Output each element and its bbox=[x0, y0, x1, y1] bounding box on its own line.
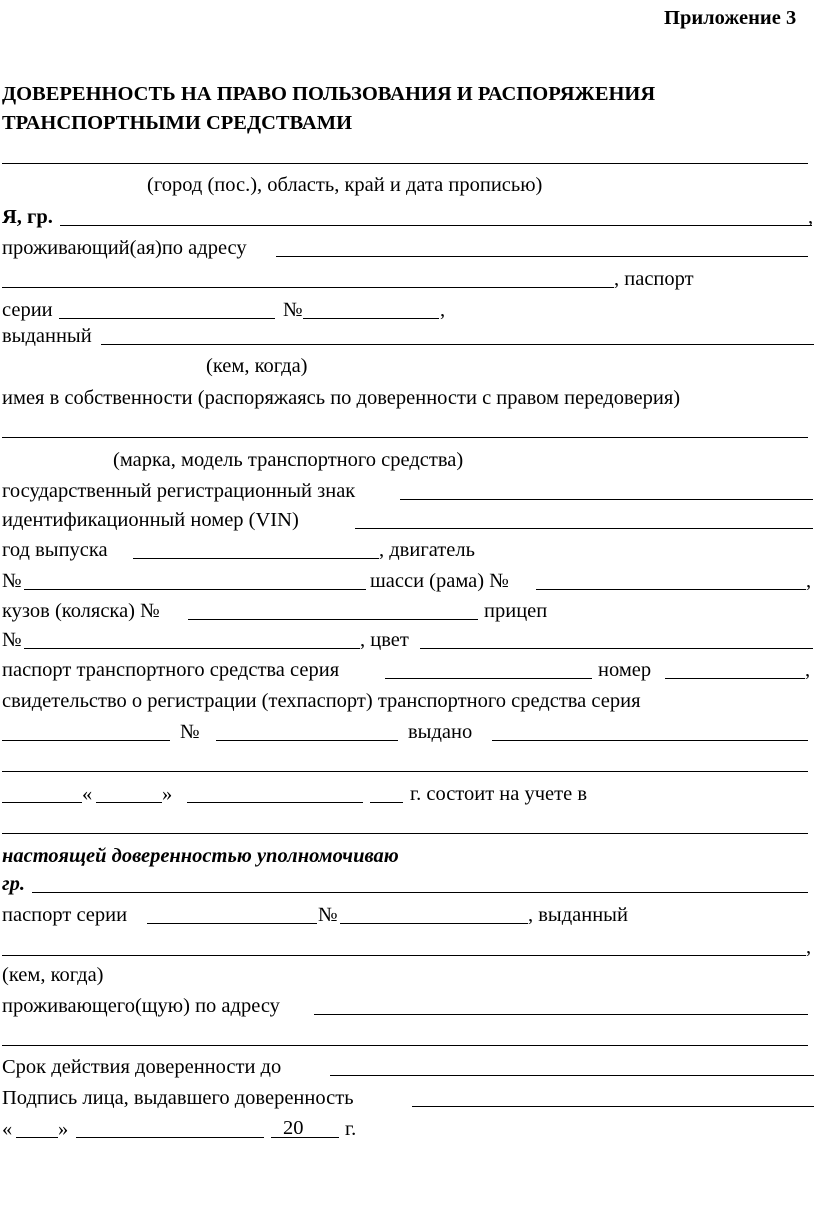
year-label: год выпуска bbox=[2, 539, 108, 561]
color-field[interactable] bbox=[420, 648, 813, 649]
registered-label: г. состоит на учете в bbox=[410, 783, 588, 805]
body-field[interactable] bbox=[188, 619, 478, 620]
date-quote-close: » bbox=[58, 1118, 69, 1140]
chassis-label: шасси (рама) № bbox=[370, 570, 509, 592]
attorney-label: гр. bbox=[2, 873, 25, 895]
date-day-field[interactable] bbox=[16, 1137, 58, 1138]
grantor-label: Я, гр. bbox=[2, 206, 53, 228]
engine-number-label: № bbox=[2, 570, 22, 592]
attorney-address-field-2[interactable] bbox=[2, 1045, 808, 1046]
year-short-field[interactable] bbox=[370, 802, 403, 803]
quote-close: » bbox=[162, 783, 173, 805]
attorney-issued-field[interactable] bbox=[2, 955, 806, 956]
attorney-address-field[interactable] bbox=[314, 1014, 808, 1015]
engine-label: , двигатель bbox=[379, 539, 475, 561]
body-label: кузов (коляска) № bbox=[2, 600, 160, 622]
vehicle-model-caption: (марка, модель транспортного средства) bbox=[113, 449, 464, 471]
signature-field[interactable] bbox=[412, 1106, 814, 1107]
attorney-passport-number-field[interactable] bbox=[340, 923, 528, 924]
address-field[interactable] bbox=[276, 256, 808, 257]
appendix-label: Приложение 3 bbox=[664, 7, 797, 29]
quote-open: « bbox=[82, 783, 93, 805]
attorney-passport-series-field[interactable] bbox=[147, 923, 317, 924]
issued-by-field[interactable] bbox=[492, 740, 808, 741]
pts-series-field[interactable] bbox=[385, 678, 592, 679]
chassis-field[interactable] bbox=[536, 589, 806, 590]
signature-label: Подпись лица, выдавшего доверенность bbox=[2, 1087, 354, 1109]
vehicle-model-field[interactable] bbox=[2, 437, 808, 438]
attorney-address-label: проживающего(щую) по адресу bbox=[2, 995, 280, 1017]
day-field[interactable] bbox=[2, 802, 82, 803]
trailer-number-field[interactable] bbox=[24, 648, 360, 649]
vin-label: идентификационный номер (VIN) bbox=[2, 509, 299, 531]
grantor-name-field[interactable] bbox=[60, 225, 812, 226]
comma: , bbox=[808, 206, 814, 228]
passport-series-field[interactable] bbox=[59, 318, 275, 319]
date-quote-open: « bbox=[2, 1118, 13, 1140]
attorney-passport-label: паспорт серии bbox=[2, 904, 128, 926]
passport-label: , паспорт bbox=[614, 268, 694, 290]
attorney-issued-label: , выданный bbox=[528, 904, 628, 926]
reg-cert-label: свидетельство о регистрации (техпаспорт) транспортного средства серия bbox=[2, 690, 641, 712]
reg-cert-series-field[interactable] bbox=[2, 740, 170, 741]
passport-number-label: № bbox=[283, 299, 303, 321]
document-title-line-2: ТРАНСПОРТНЫМИ СРЕДСТВАМИ bbox=[2, 112, 353, 134]
pts-number-label: номер bbox=[598, 659, 652, 681]
color-label: , цвет bbox=[360, 629, 409, 651]
reg-cert-number-label: № bbox=[180, 721, 200, 743]
date-month-field[interactable] bbox=[76, 1137, 264, 1138]
authorize-label: настоящей доверенностью уполномочиваю bbox=[2, 845, 399, 867]
issued-by-field-2[interactable] bbox=[2, 771, 808, 772]
comma: , bbox=[805, 659, 811, 681]
passport-series-label: серии bbox=[2, 299, 53, 321]
attorney-name-field[interactable] bbox=[32, 892, 808, 893]
reg-cert-number-field[interactable] bbox=[216, 740, 398, 741]
address-field-2[interactable] bbox=[2, 287, 614, 288]
registered-at-field[interactable] bbox=[2, 833, 808, 834]
passport-number-field[interactable] bbox=[303, 318, 439, 319]
reg-plate-label: государственный регистрационный знак bbox=[2, 480, 356, 502]
validity-label: Срок действия доверенности до bbox=[2, 1056, 282, 1078]
comma: , bbox=[440, 299, 446, 321]
date-year-field[interactable] bbox=[271, 1137, 339, 1138]
issued-by-label: выдано bbox=[408, 721, 473, 743]
vin-field[interactable] bbox=[355, 528, 813, 529]
address-label: проживающий(ая)по адресу bbox=[2, 237, 247, 259]
comma: , bbox=[806, 936, 812, 958]
issued-label: выданный bbox=[2, 325, 92, 347]
validity-field[interactable] bbox=[330, 1075, 814, 1076]
issued-caption: (кем, когда) bbox=[206, 355, 308, 377]
year-suffix: г. bbox=[345, 1118, 357, 1140]
document-title-line-1: ДОВЕРЕННОСТЬ НА ПРАВО ПОЛЬЗОВАНИЯ И РАСПОРЯЖЕНИЯ bbox=[2, 83, 656, 105]
ownership-text: имея в собственности (распоряжаясь по доверенности с правом передоверия) bbox=[2, 387, 681, 409]
month-field[interactable] bbox=[187, 802, 363, 803]
attorney-issued-caption: (кем, когда) bbox=[2, 964, 104, 986]
engine-number-field[interactable] bbox=[24, 589, 366, 590]
year-prefix: 20 bbox=[283, 1117, 304, 1139]
comma: , bbox=[806, 570, 812, 592]
trailer-number-label: № bbox=[2, 629, 22, 651]
city-date-caption: (город (пос.), область, край и дата прописью) bbox=[147, 174, 543, 196]
city-date-field[interactable] bbox=[2, 163, 808, 164]
pts-number-field[interactable] bbox=[665, 678, 805, 679]
year-field[interactable] bbox=[133, 558, 379, 559]
attorney-passport-number-label: № bbox=[318, 904, 338, 926]
pts-series-label: паспорт транспортного средства серия bbox=[2, 659, 340, 681]
reg-plate-field[interactable] bbox=[400, 499, 813, 500]
month-day-field[interactable] bbox=[96, 802, 162, 803]
trailer-label: прицеп bbox=[484, 600, 548, 622]
issued-field[interactable] bbox=[101, 344, 814, 345]
